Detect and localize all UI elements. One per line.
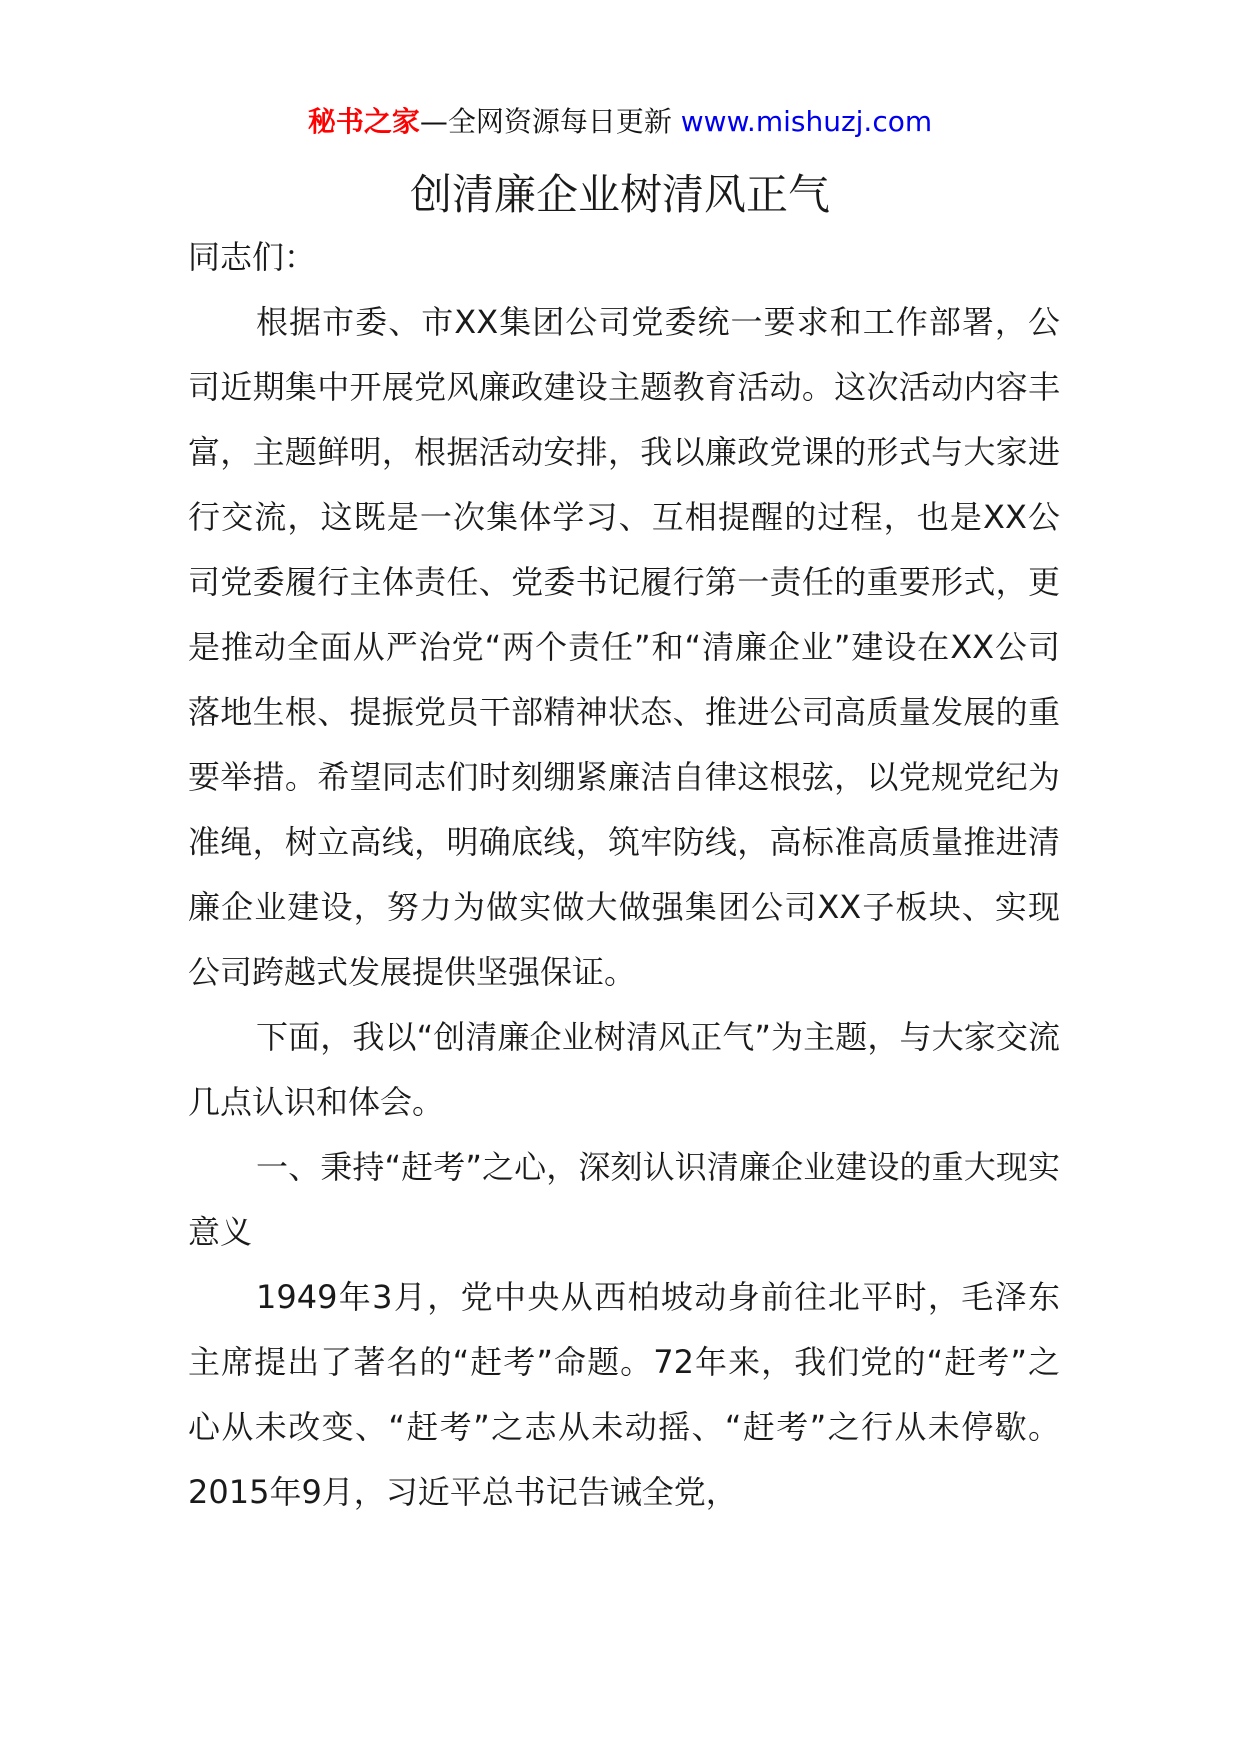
site-url-link[interactable]: www.mishuzj.com — [680, 105, 933, 138]
paragraph-theme: 下面，我以“创清廉企业树清风正气”为主题，与大家交流几点认识和体会。 — [188, 1018, 1060, 1121]
paragraph-intro: 根据市委、市XX集团公司党委统一要求和工作部署，公司近期集中开展党风廉政建设主题教育活动。这次活动内容丰富，主题鲜明，根据活动安排，我以廉政党课的形式与大家进行交流，这既是一次集体学习、互相提醒的过程，也是XX公司党委履行主体责任、党委书记履行第一责任的重要形式，更是推动全面从严治党“两个责任”和“清廉企业”建设在XX公司落地生根、提振党员干部精神状态、推进公司高质量发展的重要举措。希望同志们时刻绷紧廉洁自律这根弦，以党规党纪为准绳，树立高线，明确底线，筑牢防线，高标准高质量推进清廉企业建设，努力为做实做大做强集团公司XX子板块、实现公司跨越式发展提供坚强保证。 — [188, 303, 1060, 991]
greeting: 同志们： — [188, 238, 317, 276]
section-heading-1: 一、秉持“赶考”之心，深刻认识清廉企业建设的重大现实意义 — [188, 1148, 1060, 1251]
document-body — [188, 225, 1060, 1525]
paragraph-history: 1949年3月，党中央从西柏坡动身前往北平时，毛泽东主席提出了著名的“赶考”命题。72年来，我们党的“赶考”之心从未改变、“赶考”之志从未动摇、“赶考”之行从未停歇。2015年9月，习近平总书记告诫全党， — [188, 1278, 1060, 1511]
site-brand: 秘书之家 — [307, 105, 420, 138]
document-title: 创清廉企业树清风正气 — [409, 170, 830, 219]
site-tagline: —全网资源每日更新 — [419, 105, 681, 138]
site-header — [0, 100, 1240, 144]
